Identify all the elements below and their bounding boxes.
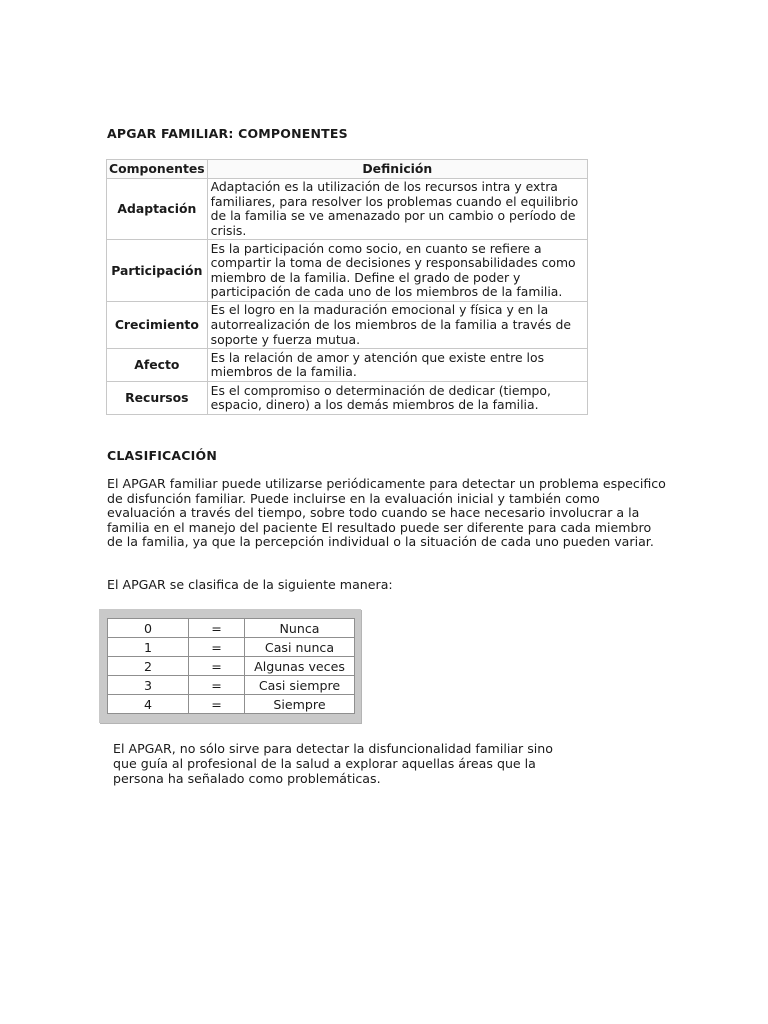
scale-label: Nunca	[245, 619, 355, 638]
scale-label: Casi nunca	[245, 638, 355, 657]
classification-paragraph: El APGAR familiar puede utilizarse periódicamente para detectar un problema especifico de disfunción familiar. Puede incluirse en la evaluación inicial y también como evaluación a través del tiempo, sobre todo cuando se hace necesario involucrar a la familia en el manejo del paciente El resultado puede ser diferente para cada miembro de la familia, ya que la percepción individual o la situación de cada uno pueden variar.	[107, 476, 666, 550]
component-name: Participación	[107, 240, 208, 302]
scale-label: Casi siempre	[245, 676, 355, 695]
header-definicion: Definición	[207, 160, 587, 179]
table-row	[107, 349, 588, 382]
table-row	[107, 179, 588, 240]
table-row	[107, 382, 588, 415]
table-row	[108, 676, 355, 695]
header-componentes: Componentes	[107, 160, 208, 179]
scale-equals: =	[189, 638, 245, 657]
component-definition: Es el compromiso o determinación de dedicar (tiempo, espacio, dinero) a los demás miembros de la familia.	[207, 382, 587, 415]
table-row	[108, 638, 355, 657]
closing-paragraph: El APGAR, no sólo sirve para detectar la disfuncionalidad familiar sino que guía al profesional de la salud a explorar aquellas áreas que la persona ha señalado como problemáticas.	[113, 741, 553, 786]
component-definition: Es la relación de amor y atención que existe entre los miembros de la familia.	[207, 349, 587, 382]
component-name: Adaptación	[107, 179, 208, 240]
scale-label: Siempre	[245, 695, 355, 714]
scale-value: 0	[108, 619, 189, 638]
table-row	[108, 619, 355, 638]
section-title-componentes: APGAR FAMILIAR: COMPONENTES	[107, 126, 348, 141]
components-table	[106, 159, 588, 415]
classification-intro: El APGAR se clasifica de la siguiente manera:	[107, 577, 393, 592]
scale-equals: =	[189, 657, 245, 676]
table-row	[107, 240, 588, 302]
table-row	[107, 302, 588, 349]
section-title-clasificacion: CLASIFICACIÓN	[107, 448, 218, 463]
scale-table-frame	[99, 609, 361, 723]
table-row	[108, 695, 355, 714]
scale-value: 4	[108, 695, 189, 714]
scale-table	[107, 618, 355, 714]
component-name: Afecto	[107, 349, 208, 382]
scale-equals: =	[189, 676, 245, 695]
component-name: Crecimiento	[107, 302, 208, 349]
component-definition: Adaptación es la utilización de los recursos intra y extra familiares, para resolver los problemas cuando el equilibrio de la familia se ve amenazado por un cambio o período de crisis.	[207, 179, 587, 240]
scale-equals: =	[189, 695, 245, 714]
scale-equals: =	[189, 619, 245, 638]
scale-value: 1	[108, 638, 189, 657]
component-definition: Es el logro en la maduración emocional y física y en la autorrealización de los miembros de la familia a través de soporte y fuerza mutua.	[207, 302, 587, 349]
scale-value: 2	[108, 657, 189, 676]
component-name: Recursos	[107, 382, 208, 415]
table-row	[108, 657, 355, 676]
component-definition: Es la participación como socio, en cuanto se refiere a compartir la toma de decisiones y responsabilidades como miembro de la familia. Define el grado de poder y participación de cada uno de los miembros de la familia.	[207, 240, 587, 302]
scale-value: 3	[108, 676, 189, 695]
scale-label: Algunas veces	[245, 657, 355, 676]
table-header-row	[107, 160, 588, 179]
